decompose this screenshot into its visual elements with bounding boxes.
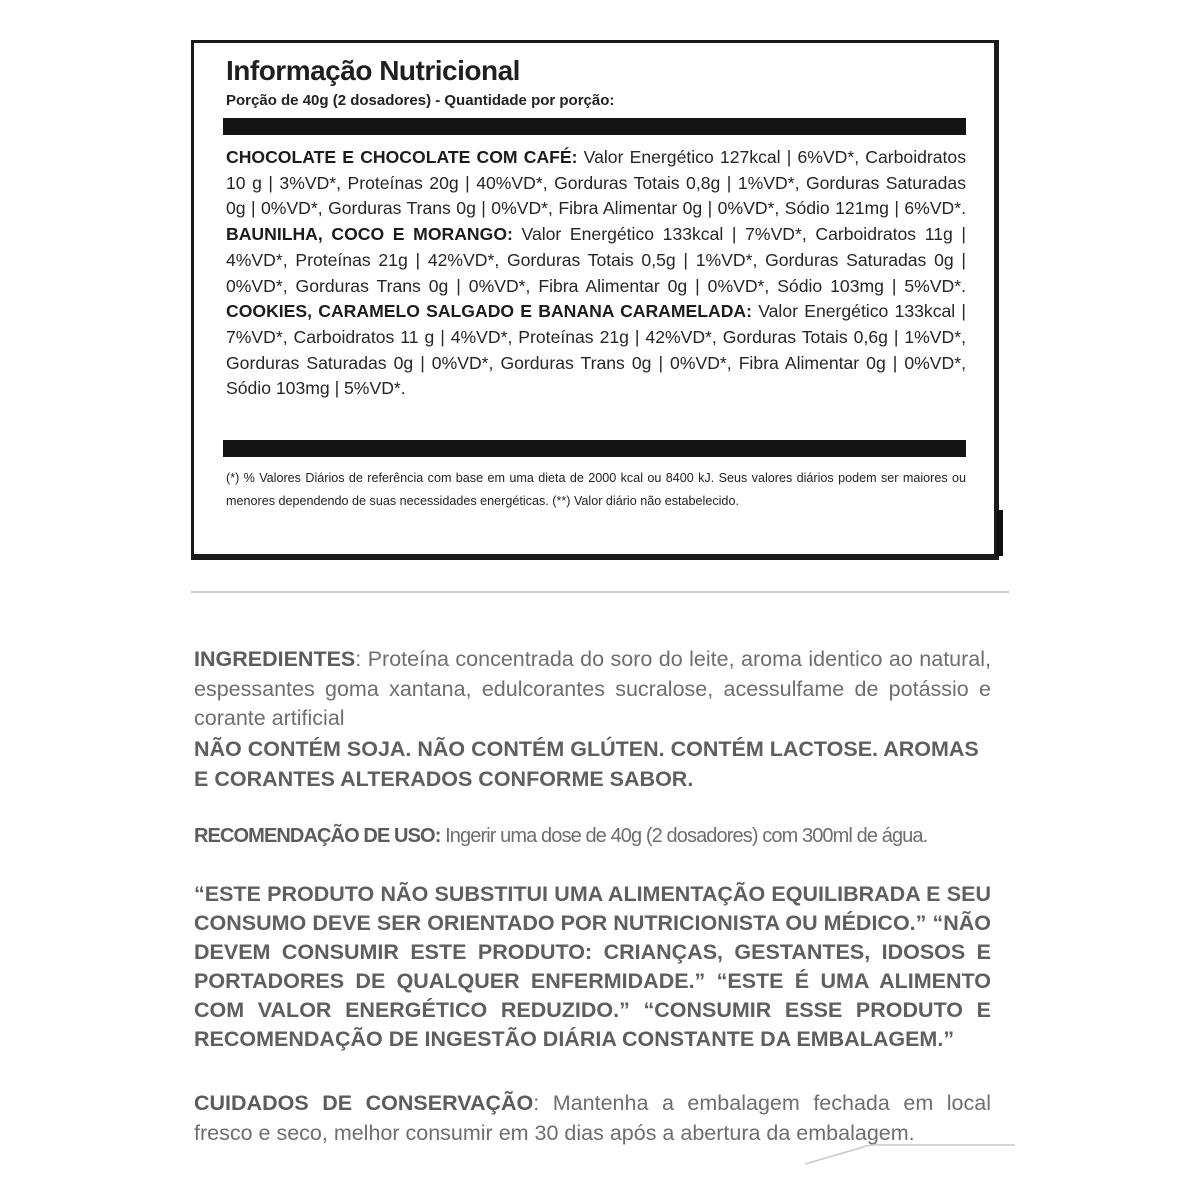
flavor-group-2-values: Valor Energético 133kcal | 7%VD*, Carboidratos 11g | 4%VD*, Proteínas 21g | 42%VD*, Gorduras Totais 0,5g | 1%VD*, Gorduras Saturadas 0g | 0%VD*, Gorduras Trans 0g | 0%VD*, Fibra Alimentar 0g | 0%VD*, Sódio 103mg | 5%VD*. xyxy=(226,224,966,296)
ingredients-section xyxy=(194,645,991,734)
flavor-group-2-label: BAUNILHA, COCO E MORANGO: xyxy=(226,224,513,245)
warnings-section: “ESTE PRODUTO NÃO SUBSTITUI UMA ALIMENTAÇÃO EQUILIBRADA E SEU CONSUMO DEVE SER ORIENTADO POR NUTRICIONISTA OU MÉDICO.” “NÃO DEVEM CONSUMIR ESTE PRODUTO: CRIANÇAS, GESTANTES, IDOSOS E PORTADORES DE QUALQUER ENFERMIDADE.” “ESTE É UMA ALIMENTO COM VALOR ENERGÉTICO REDUZIDO.” “CONSUMIR ESSE PRODUTO E RECOMENDAÇÃO DE INGESTÃO DIÁRIA CONSTANTE DA EMBALAGEM.” xyxy=(194,882,991,1051)
decorative-swoosh xyxy=(800,1140,1020,1170)
serving-size: Porção de 40g (2 dosadores) - Quantidade por porção: xyxy=(226,92,615,109)
allergen-statement: NÃO CONTÉM SOJA. NÃO CONTÉM GLÚTEN. CONTÉM LACTOSE. AROMAS E CORANTES ALTERADOS CONFORME SABOR. xyxy=(194,737,979,791)
flavor-group-1-values: Valor Energético 127kcal | 6%VD*, Carboidratos 10 g | 3%VD*, Proteínas 20g | 40%VD*, Gorduras Totais 0,8g | 1%VD*, Gorduras Saturadas 0g | 0%VD*, Gorduras Trans 0g | 0%VD*, Fibra Alimentar 0g | 0%VD*, Sódio 121mg | 6%VD*. xyxy=(226,147,967,219)
nutrition-title: Informação Nutricional xyxy=(226,55,520,86)
section-divider xyxy=(191,591,1009,593)
swoosh-line xyxy=(805,1145,1015,1164)
header-bar xyxy=(223,118,966,135)
frame-tick-right xyxy=(997,510,1003,556)
storage-label: CUIDADOS DE CONSERVAÇÃO xyxy=(194,1091,534,1115)
usage-recommendation xyxy=(194,822,991,851)
nutrition-content xyxy=(226,53,966,513)
footer-bar xyxy=(223,440,966,457)
flavor-group-3-label: COOKIES, CARAMELO SALGADO E BANANA CARAMELADA: xyxy=(226,301,752,322)
nutrition-facts-panel xyxy=(191,40,999,560)
flavor-group-1-label: CHOCOLATE E CHOCOLATE COM CAFÉ: xyxy=(226,147,578,167)
usage-text: Ingerir uma dose de 40g (2 dosadores) com 300ml de água. xyxy=(440,825,928,847)
ingredients-label: INGREDIENTES xyxy=(194,647,356,671)
ingredients-text: : Proteína concentrada do soro do leite, aroma identico ao natural, espessantes goma xantana, edulcorantes sucralose, acessulfame de potássio e corante artificial xyxy=(194,647,991,730)
storage-text: : Mantenha a embalagem fechada em local fresco e seco, melhor consumir em 30 dias após a abertura da embalagem. xyxy=(194,1091,991,1145)
flavor-group-3-values: Valor Energético 133kcal | 7%VD*, Carboidratos 11 g | 4%VD*, Proteínas 21g | 42%VD*, Gorduras Totais 0,6g | 1%VD*, Gorduras Saturadas 0g | 0%VD*, Gorduras Trans 0g | 0%VD*, Fibra Alimentar 0g | 0%VD*, Sódio 103mg | 5%VD*. xyxy=(226,301,966,399)
nutrition-values xyxy=(226,145,966,402)
usage-label: RECOMENDAÇÃO DE USO: xyxy=(194,825,441,847)
daily-value-footnote: (*) % Valores Diários de referência com base em uma dieta de 2000 kcal ou 8400 kJ. Seus valores diários podem ser maiores ou menores dependendo de suas necessidades energéticas. (**) Valor diário não estabelecido. xyxy=(226,471,966,509)
